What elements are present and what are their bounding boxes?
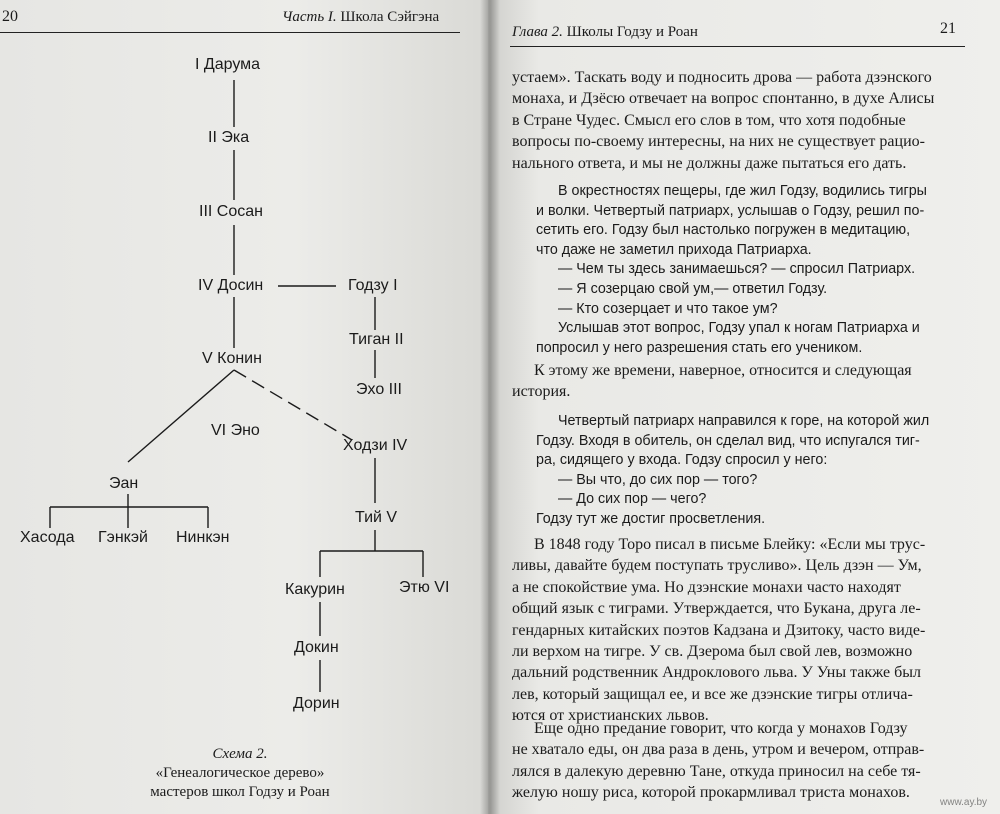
text-line: лялся в далекую деревню Тане, откуда приносил на себе тя- [512,762,921,780]
quote-line: что даже не заметил прихода Патриарха. [536,241,812,258]
right-running-head [512,24,698,41]
paragraph-2 [512,360,960,403]
text-line: общий язык с тиграми. Утверждается, что Букана, друга ле- [512,600,921,618]
paragraph-1 [512,67,960,174]
right-page-number: 21 [940,20,956,37]
right-running-head-part: Глава 2. [512,24,563,40]
quote-line: — До сих пор — чего? [558,491,707,508]
left-page [0,0,490,814]
tree-node: Нинкэн [176,529,230,546]
text-line: гендарных китайских поэтов Кадзана и Дзитоку, часто виде- [512,621,926,639]
tree-node: Эан [109,475,139,492]
watermark: www.ay.by [940,797,988,808]
caption-scheme: Схема 2. [212,746,268,762]
text-line: не хватало еды, он два раза в день, утром и вечером, отправ- [512,741,925,759]
tree-node: IV Досин [198,277,264,294]
quote-line: — Кто созерцает и что такое ум? [558,300,778,317]
text-line: вопросы по-своему интересны, на них не существует рацио- [512,133,925,151]
left-page-number: 20 [2,8,18,25]
quote-line: — Я созерцаю свой ум,— ответил Годзу. [558,280,828,297]
tree-node: Дорин [293,695,340,712]
quote-line: В окрестностях пещеры, где жил Годзу, водились тигры [558,183,927,199]
text-line: ются от христианских львов. [512,707,709,725]
paragraph-3 [512,534,960,727]
right-running-head-title: Школы Годзу и Роан [566,24,698,40]
tree-node: Тиган II [349,331,404,348]
text-line: нального ответа, и мы не должны даже пытаться его дать. [512,154,907,172]
tree-node: I Дарума [195,56,261,73]
tree-node: Гэнкэй [98,529,148,546]
quote-line: — Вы что, до сих пор — того? [558,471,758,488]
right-header-rule [510,46,965,47]
text-line: ли верхом на тигре. У св. Дзерома был свой лев, возможно [512,643,913,661]
quote-line: сетить его. Годзу был настолько погружен в медитацию, [536,222,911,239]
tree-node: Тий V [355,509,398,526]
quote-line: и волки. Четвертый патриарх, услышав о Годзу, решил по- [536,202,925,219]
text-line: монаха, и Дзёсю отвечает на вопрос спонтанно, в духе Алисы [512,90,935,108]
quote-line: Четвертый патриарх направился к горе, на которой жил [558,413,930,429]
left-running-head-part: Часть I. [282,9,337,25]
text-line: В 1848 году Торо писал в письме Блейку: «Если мы трус- [534,536,926,553]
text-line: в Стране Чудес. Смысл его слов в том, что хотя подобные [512,111,906,129]
quote-line: попросил у него разрешения стать его учеником. [536,339,863,356]
figure-caption [110,745,370,802]
tree-node: Годзу I [348,277,398,294]
quote-line: Годзу. Входя в обитель, он сделал вид, что испугался тиг- [536,432,920,449]
quote-2 [536,412,946,530]
left-running-head-title: Школа Сэйгэна [340,9,440,25]
quote-line: — Чем ты здесь занимаешься? — спросил Патриарх. [558,261,916,278]
text-line: а не спокойствие ума. Но дзэнские монахи часто находят [512,578,901,596]
paragraph-4 [512,718,960,804]
text-line: лев, который защищал ее, и все же дзэнские тигры отлича- [512,685,913,703]
book-gutter [480,0,500,814]
tree-node: Докин [294,639,339,656]
text-line: устаем». Таскать воду и подносить дрова — работа дзэнского [512,69,932,86]
quote-line: Услышав этот вопрос, Годзу упал к ногам Патриарха и [558,320,920,337]
text-line: история. [512,383,571,401]
tree-node: III Сосан [199,203,263,220]
text-line: Еще одно предание говорит, что когда у монахов Годзу [534,720,908,737]
tree-node: Хасода [20,529,75,546]
caption-subtitle: мастеров школ Годзу и Роан [150,784,330,800]
tree-node: Этю VI [399,579,450,596]
tree-node: VI Эно [211,422,260,439]
tree-node: II Эка [208,129,250,146]
tree-node: Эхо III [356,381,402,398]
quote-1 [536,182,946,358]
text-line: дальний родственник Андроклового льва. У Уны также был [512,664,921,682]
caption-title: «Генеалогическое дерево» [155,765,325,781]
text-line: ливы, давайте будем поступать трусливо». Цель дзэн — Ум, [512,557,922,575]
quote-line: ра, сидящего у входа. Годзу спросил у него: [536,452,828,469]
quote-line: Годзу тут же достиг просветления. [536,510,766,527]
genealogy-tree-lines [0,0,490,814]
tree-node: Какурин [285,581,345,598]
tree-node: V Конин [202,350,262,367]
text-line: желую ношу риса, которой прокармливал триста монахов. [512,784,910,802]
text-line: К этому же времени, наверное, относится и следующая [534,362,912,379]
tree-node: Ходзи IV [343,437,408,454]
